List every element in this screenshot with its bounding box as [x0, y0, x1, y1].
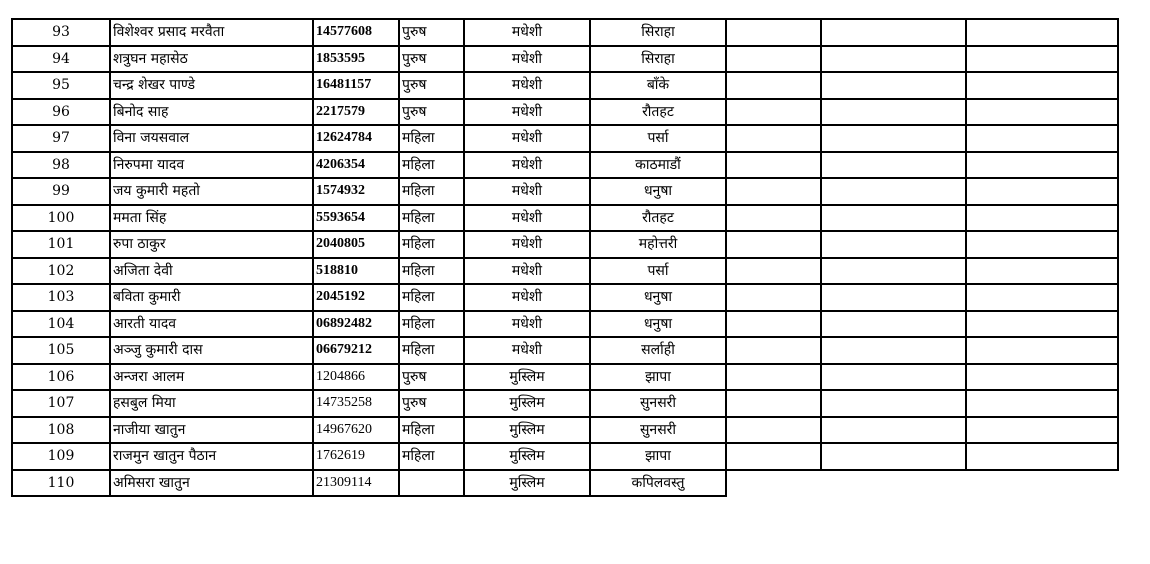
district-cell: महोत्तरी: [590, 231, 726, 258]
table-row: [12, 390, 1118, 417]
name-cell: अन्जरा आलम: [110, 364, 313, 391]
gender-cell: महिला: [399, 443, 464, 470]
empty-cell: [821, 125, 966, 152]
empty-cell: [966, 284, 1118, 311]
empty-cell: [821, 72, 966, 99]
table-row: [12, 364, 1118, 391]
gender-cell: महिला: [399, 152, 464, 179]
community-cell: मधेशी: [464, 258, 590, 285]
empty-cell: [821, 337, 966, 364]
empty-cell: [726, 125, 821, 152]
id-number-cell: 12624784: [313, 125, 399, 152]
district-cell: पर्सा: [590, 258, 726, 285]
community-cell: मधेशी: [464, 205, 590, 232]
name-cell: अमिसरा खातुन: [110, 470, 313, 497]
gender-cell: पुरुष: [399, 99, 464, 126]
community-cell: मुस्लिम: [464, 470, 590, 497]
name-cell: आरती यादव: [110, 311, 313, 338]
empty-cell: [966, 311, 1118, 338]
gender-cell: पुरुष: [399, 72, 464, 99]
gender-cell: महिला: [399, 125, 464, 152]
empty-cell: [966, 443, 1118, 470]
gender-cell: [399, 470, 464, 497]
district-cell: सुनसरी: [590, 390, 726, 417]
empty-cell: [726, 284, 821, 311]
district-cell: सिराहा: [590, 19, 726, 46]
table-row: [12, 205, 1118, 232]
empty-cell: [966, 390, 1118, 417]
district-cell: सर्लाही: [590, 337, 726, 364]
serial-number-cell: 108: [12, 417, 110, 444]
empty-cell: [966, 205, 1118, 232]
name-cell: हसबुल मिया: [110, 390, 313, 417]
candidate-table: [11, 18, 1119, 497]
gender-cell: महिला: [399, 178, 464, 205]
empty-cell: [966, 152, 1118, 179]
district-cell: सिराहा: [590, 46, 726, 73]
gender-cell: महिला: [399, 231, 464, 258]
id-number-cell: 2045192: [313, 284, 399, 311]
empty-cell: [966, 19, 1118, 46]
empty-cell: [726, 152, 821, 179]
serial-number-cell: 96: [12, 99, 110, 126]
district-cell: रौतहट: [590, 205, 726, 232]
empty-cell: [821, 311, 966, 338]
empty-cell: [966, 364, 1118, 391]
gender-cell: पुरुष: [399, 19, 464, 46]
id-number-cell: 21309114: [313, 470, 399, 497]
serial-number-cell: 94: [12, 46, 110, 73]
id-number-cell: 1853595: [313, 46, 399, 73]
district-cell: झापा: [590, 443, 726, 470]
name-cell: बिनोद साह: [110, 99, 313, 126]
gender-cell: पुरुष: [399, 46, 464, 73]
name-cell: अञ्जु कुमारी दास: [110, 337, 313, 364]
empty-cell: [821, 178, 966, 205]
table-row: [12, 284, 1118, 311]
table-row: [12, 178, 1118, 205]
empty-cell: [966, 46, 1118, 73]
empty-cell: [821, 417, 966, 444]
empty-cell: [821, 152, 966, 179]
community-cell: मधेशी: [464, 72, 590, 99]
community-cell: मधेशी: [464, 46, 590, 73]
district-cell: बाँके: [590, 72, 726, 99]
empty-cell: [726, 443, 821, 470]
gender-cell: महिला: [399, 258, 464, 285]
name-cell: राजमुन खातुन पैठान: [110, 443, 313, 470]
empty-cell: [726, 417, 821, 444]
community-cell: मधेशी: [464, 125, 590, 152]
table-row: [12, 417, 1118, 444]
table-row: [12, 258, 1118, 285]
name-cell: चन्द्र शेखर पाण्डे: [110, 72, 313, 99]
serial-number-cell: 99: [12, 178, 110, 205]
empty-cell: [726, 231, 821, 258]
empty-cell: [821, 205, 966, 232]
district-cell: काठमाडौं: [590, 152, 726, 179]
table-row: [12, 443, 1118, 470]
empty-cell: [821, 19, 966, 46]
district-cell: धनुषा: [590, 178, 726, 205]
id-number-cell: 14967620: [313, 417, 399, 444]
empty-cell: [966, 417, 1118, 444]
empty-cell: [726, 99, 821, 126]
serial-number-cell: 105: [12, 337, 110, 364]
empty-cell: [821, 46, 966, 73]
community-cell: मधेशी: [464, 337, 590, 364]
community-cell: मधेशी: [464, 99, 590, 126]
empty-cell: [821, 390, 966, 417]
empty-cell: [726, 46, 821, 73]
empty-cell: [726, 364, 821, 391]
gender-cell: महिला: [399, 337, 464, 364]
district-cell: रौतहट: [590, 99, 726, 126]
empty-cell: [726, 205, 821, 232]
table-row: [12, 19, 1118, 46]
serial-number-cell: 110: [12, 470, 110, 497]
district-cell: झापा: [590, 364, 726, 391]
empty-cell: [966, 72, 1118, 99]
empty-cell: [726, 390, 821, 417]
table-row: [12, 311, 1118, 338]
serial-number-cell: 109: [12, 443, 110, 470]
empty-cell: [966, 470, 1118, 497]
id-number-cell: 2040805: [313, 231, 399, 258]
name-cell: निरुपमा यादव: [110, 152, 313, 179]
gender-cell: महिला: [399, 205, 464, 232]
serial-number-cell: 100: [12, 205, 110, 232]
serial-number-cell: 107: [12, 390, 110, 417]
id-number-cell: 4206354: [313, 152, 399, 179]
id-number-cell: 518810: [313, 258, 399, 285]
community-cell: मुस्लिम: [464, 417, 590, 444]
district-cell: धनुषा: [590, 311, 726, 338]
community-cell: मधेशी: [464, 152, 590, 179]
id-number-cell: 06892482: [313, 311, 399, 338]
name-cell: ममता सिंह: [110, 205, 313, 232]
community-cell: मधेशी: [464, 231, 590, 258]
id-number-cell: 2217579: [313, 99, 399, 126]
id-number-cell: 14735258: [313, 390, 399, 417]
community-cell: मधेशी: [464, 19, 590, 46]
empty-cell: [726, 178, 821, 205]
district-cell: सुनसरी: [590, 417, 726, 444]
id-number-cell: 16481157: [313, 72, 399, 99]
empty-cell: [726, 19, 821, 46]
table-body: [12, 19, 1118, 496]
district-cell: धनुषा: [590, 284, 726, 311]
name-cell: नाजीया खातुन: [110, 417, 313, 444]
id-number-cell: 1574932: [313, 178, 399, 205]
table-row: [12, 152, 1118, 179]
empty-cell: [726, 470, 821, 497]
empty-cell: [966, 99, 1118, 126]
serial-number-cell: 106: [12, 364, 110, 391]
community-cell: मुस्लिम: [464, 443, 590, 470]
table-row: [12, 337, 1118, 364]
empty-cell: [821, 284, 966, 311]
serial-number-cell: 97: [12, 125, 110, 152]
table-row: [12, 125, 1118, 152]
table-row: [12, 470, 1118, 497]
id-number-cell: 06679212: [313, 337, 399, 364]
name-cell: अजिता देवी: [110, 258, 313, 285]
gender-cell: महिला: [399, 284, 464, 311]
id-number-cell: 1762619: [313, 443, 399, 470]
name-cell: विशेश्वर प्रसाद मरवैता: [110, 19, 313, 46]
table-row: [12, 46, 1118, 73]
serial-number-cell: 93: [12, 19, 110, 46]
table-row: [12, 231, 1118, 258]
community-cell: मुस्लिम: [464, 364, 590, 391]
district-cell: कपिलवस्तु: [590, 470, 726, 497]
empty-cell: [726, 258, 821, 285]
empty-cell: [821, 99, 966, 126]
district-cell: पर्सा: [590, 125, 726, 152]
community-cell: मधेशी: [464, 284, 590, 311]
id-number-cell: 14577608: [313, 19, 399, 46]
name-cell: रुपा ठाकुर: [110, 231, 313, 258]
name-cell: जय कुमारी महतो: [110, 178, 313, 205]
id-number-cell: 1204866: [313, 364, 399, 391]
empty-cell: [821, 470, 966, 497]
table-row: [12, 72, 1118, 99]
id-number-cell: 5593654: [313, 205, 399, 232]
empty-cell: [821, 231, 966, 258]
gender-cell: पुरुष: [399, 364, 464, 391]
gender-cell: महिला: [399, 311, 464, 338]
serial-number-cell: 103: [12, 284, 110, 311]
serial-number-cell: 101: [12, 231, 110, 258]
serial-number-cell: 95: [12, 72, 110, 99]
empty-cell: [726, 311, 821, 338]
name-cell: शत्रुघन महासेठ: [110, 46, 313, 73]
empty-cell: [821, 258, 966, 285]
serial-number-cell: 104: [12, 311, 110, 338]
empty-cell: [966, 178, 1118, 205]
serial-number-cell: 98: [12, 152, 110, 179]
name-cell: विना जयसवाल: [110, 125, 313, 152]
community-cell: मुस्लिम: [464, 390, 590, 417]
community-cell: मधेशी: [464, 178, 590, 205]
empty-cell: [966, 231, 1118, 258]
serial-number-cell: 102: [12, 258, 110, 285]
name-cell: बविता कुमारी: [110, 284, 313, 311]
gender-cell: पुरुष: [399, 390, 464, 417]
empty-cell: [726, 72, 821, 99]
empty-cell: [966, 258, 1118, 285]
table-row: [12, 99, 1118, 126]
empty-cell: [821, 364, 966, 391]
empty-cell: [726, 337, 821, 364]
empty-cell: [821, 443, 966, 470]
community-cell: मधेशी: [464, 311, 590, 338]
empty-cell: [966, 125, 1118, 152]
gender-cell: महिला: [399, 417, 464, 444]
empty-cell: [966, 337, 1118, 364]
